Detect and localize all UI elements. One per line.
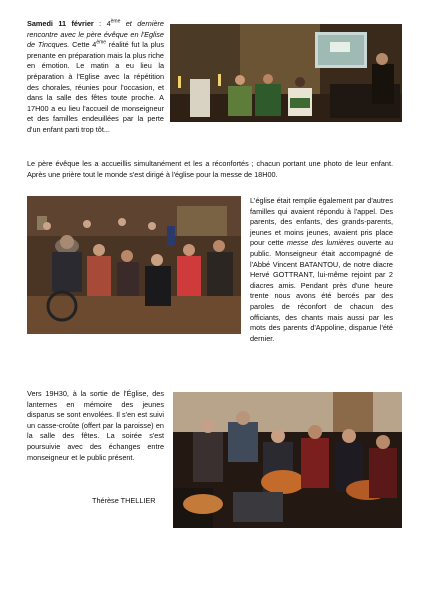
section1-body: réalité fut la plus prenante en préparation mais la plus riche en émotion. Le matin a eu lieu la préparation à l'Eglise avec la répétition des chorales, réunies pour l'occasion, et dans la salle des fêtes toute proche. A 17H00 a eu lieu l'accueil de monseigneur et des familles endeuillées par la perte d'un enfant parti trop tôt... [27, 40, 164, 134]
section3-paragraph [27, 196, 393, 344]
section3-float-spacer [27, 196, 241, 334]
ordinal-suffix-2: ème [96, 39, 107, 46]
section4-paragraph: Vers 19H30, à la sortie de l'Église, des lanternes en mémoire des jeunes disparus se sont envolées. Il s'en est suivi un casse-croûte (offert par la paroisse) en la salle des fêtes. La soirée s'est poursuivie avec des échanges entre monseigneur et le public présent. [27, 389, 164, 462]
ordinal-suffix: ème [110, 18, 121, 25]
section2-paragraph: Le père évêque les a accueillis simultanément et les a réconfortés ; chacun portant une photo de leur enfant. Après une prière tout le monde s'est dirigé à l'église pour la messe de 18H00. [27, 159, 393, 179]
photo-choir-guitars [173, 392, 402, 528]
section1-cont1: Cette 4 [69, 40, 97, 50]
section3-italic: messe des lumières [286, 238, 355, 248]
section1-text-float: Samedi 11 février : 4ème et dernière rencontre avec le père évêque en l'Eglise de Tincques. Cette 4ème réalité fut la plus prenante en préparation mais la plus riche en émotion. Le matin a eu lieu la préparation à l'Eglise avec la répétition des chorales, réunies pour l'occasion, et dans la salle des fêtes toute proche. A 17H00 a eu lieu l'accueil de monseigneur et des familles endeuillées par la perte d'un enfant parti trop tôt... [27, 18, 164, 134]
signature: Thérèse THELLIER [92, 496, 156, 505]
photo-mass-altar [170, 24, 402, 122]
section3-text-a: L'église était remplie également par d'autres familles qui avaient répondu à l'appel. Des parents, des enfants, des grands-parents, jeunes et moins jeunes, avaient pris place pour cette [250, 196, 393, 248]
intro-italic: et dernière rencontre avec le père évêque en l'Eglise de Tincques. [27, 19, 164, 50]
event-date: Samedi 11 février [27, 19, 94, 28]
section3-text-b: ouverte au public. Monseigneur était accompagné de l'Abbé Vincent BATANTOU, de notre diacre Hervé GOTTRANT, lui-même rejoint par 2 diacres amis. Pendant près d'une heure trente nous avons été bercés par des paroles de réconfort de chacun des officiants, des chants mais aussi par les mots des parents d'Appoline, disparue l'été dernier. [250, 238, 394, 343]
